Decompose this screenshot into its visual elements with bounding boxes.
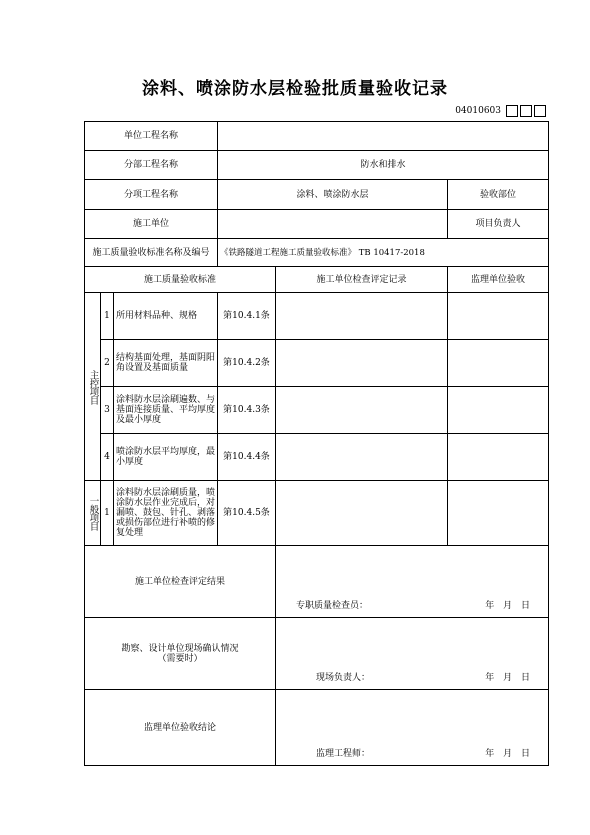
- record-cell[interactable]: [276, 434, 448, 481]
- item-number: 2: [101, 340, 114, 387]
- division-project-label: 分部工程名称: [85, 151, 218, 180]
- item-text: 所用材料品种、规格: [114, 293, 218, 340]
- standard-label: 施工质量验收标准名称及编号: [85, 239, 218, 267]
- design-confirm-row: [85, 618, 549, 690]
- construction-check-label: 施工单位检查评定结果: [85, 546, 276, 618]
- supervision-row: [85, 690, 549, 766]
- date-label: 年 月 日: [485, 749, 531, 759]
- item-clause: 第10.4.3条: [218, 387, 276, 434]
- record-cell[interactable]: [276, 387, 448, 434]
- quality-inspector-label: 专职质量检查员：: [296, 601, 369, 611]
- supervisor-cell[interactable]: [448, 481, 549, 546]
- construction-unit-row: [85, 210, 549, 239]
- header-supervisor: 监理单位验收: [448, 267, 549, 293]
- header-row: [85, 267, 549, 293]
- code-box[interactable]: [520, 105, 532, 117]
- supervisor-cell[interactable]: [448, 293, 549, 340]
- construction-check-cell[interactable]: [276, 546, 549, 618]
- design-confirm-cell[interactable]: [276, 618, 549, 690]
- supervisor-cell[interactable]: [448, 340, 549, 387]
- item-clause: 第10.4.4条: [218, 434, 276, 481]
- supervisor-cell[interactable]: [448, 434, 549, 481]
- general-group-label: 一般项目: [85, 481, 101, 546]
- main-group-label: 主控项目: [85, 293, 101, 481]
- item-number: 1: [101, 481, 114, 546]
- standard-value: 《铁路隧道工程施工质量验收标准》 TB 10417-2018: [218, 239, 549, 267]
- main-item-row: [85, 387, 549, 434]
- item-number: 1: [101, 293, 114, 340]
- header-standard: 施工质量验收标准: [85, 267, 276, 293]
- division-project-value[interactable]: 防水和排水: [218, 151, 549, 180]
- code-box[interactable]: [506, 105, 518, 117]
- standard-row: [85, 239, 549, 267]
- accept-part-label: 验收部位: [448, 180, 549, 210]
- item-text: 结构基面处理，基面阴阳角设置及基面质量: [114, 340, 218, 387]
- date-label: 年 月 日: [485, 601, 531, 611]
- item-text: 涂料防水层涂刷质量，喷涂防水层作业完成后，对漏喷、鼓包、针孔、剥落或损伤部位进行补喷的修复处理: [114, 481, 218, 546]
- subitem-project-label: 分项工程名称: [85, 180, 218, 210]
- construction-check-row: [85, 546, 549, 618]
- form-code: 04010603: [455, 106, 501, 116]
- item-number: 3: [101, 387, 114, 434]
- subitem-project-row: [85, 180, 549, 210]
- page-title: 涂料、喷涂防水层检验批质量验收记录: [142, 79, 448, 99]
- date-label: 年 月 日: [485, 673, 531, 683]
- supervision-engineer-label: 监理工程师：: [316, 749, 371, 759]
- item-clause: 第10.4.1条: [218, 293, 276, 340]
- record-cell[interactable]: [276, 340, 448, 387]
- division-project-row: [85, 151, 549, 180]
- unit-project-value[interactable]: [218, 122, 549, 151]
- main-item-row: [85, 340, 549, 387]
- item-number: 4: [101, 434, 114, 481]
- record-cell[interactable]: [276, 481, 448, 546]
- supervisor-cell[interactable]: [448, 387, 549, 434]
- item-clause: 第10.4.5条: [218, 481, 276, 546]
- record-cell[interactable]: [276, 293, 448, 340]
- unit-project-row: [85, 122, 549, 151]
- construction-unit-label: 施工单位: [85, 210, 218, 239]
- item-text: 涂料防水层涂刷遍数、与基面连接质量、平均厚度及最小厚度: [114, 387, 218, 434]
- subitem-project-value[interactable]: 涂料、喷涂防水层: [218, 180, 448, 210]
- main-item-row: [85, 434, 549, 481]
- design-confirm-label: 勘察、设计单位现场确认情况（需要时）: [85, 618, 276, 690]
- construction-unit-value[interactable]: [218, 210, 448, 239]
- site-manager-label: 现场负责人：: [316, 673, 371, 683]
- unit-project-label: 单位工程名称: [85, 122, 218, 151]
- general-item-row: [85, 481, 549, 546]
- header-record: 施工单位检查评定记录: [276, 267, 448, 293]
- project-manager-label: 项目负责人: [448, 210, 549, 239]
- code-box[interactable]: [534, 105, 546, 117]
- item-text: 喷涂防水层平均厚度，最小厚度: [114, 434, 218, 481]
- main-item-row: [85, 293, 549, 340]
- item-clause: 第10.4.2条: [218, 340, 276, 387]
- acceptance-form: [84, 121, 549, 766]
- supervision-label: 监理单位验收结论: [85, 690, 276, 766]
- supervision-cell[interactable]: [276, 690, 549, 766]
- form-code-row: [455, 103, 546, 119]
